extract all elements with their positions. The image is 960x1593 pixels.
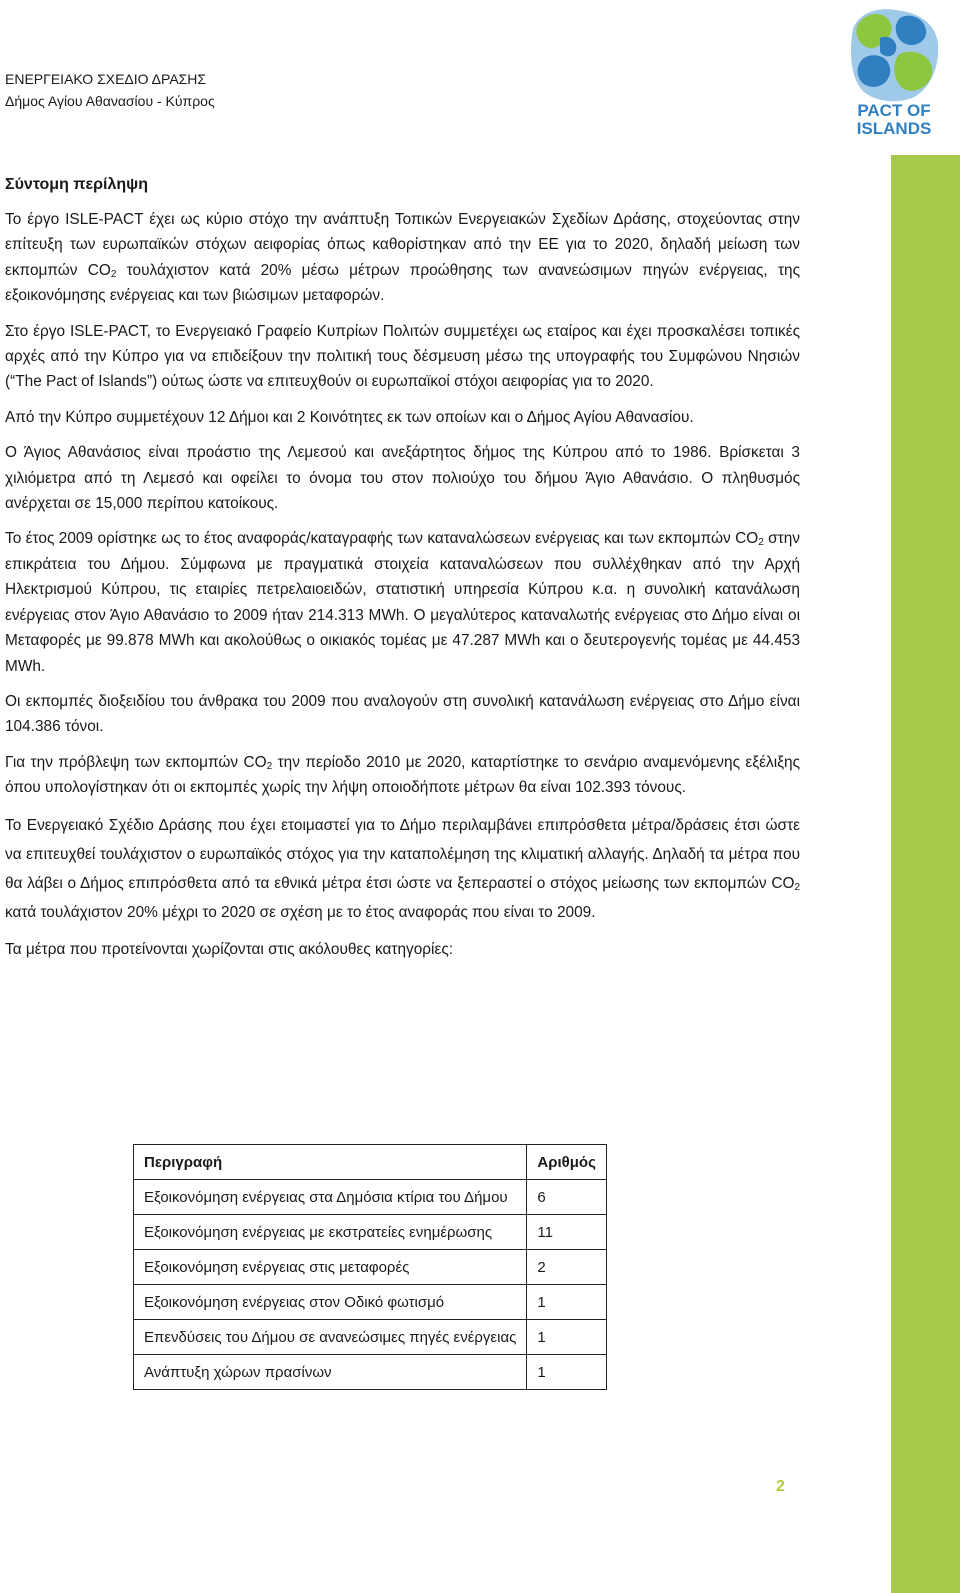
table-cell: 6 <box>527 1180 607 1215</box>
paragraph: Από την Κύπρο συμμετέχουν 12 Δήμοι και 2 Κοινότητες εκ των οποίων και ο Δήμος Αγίου Αθανασίου. <box>5 408 694 426</box>
paragraph: Ο Άγιος Αθανάσιος είναι προάστιο της Λεμεσού και ανεξάρτητος δήμος της Κύπρου από το 1986. Βρίσκεται 3 χιλιόμετρα από τη Λεμεσό και οφείλει το όνομα του στον πολιούχο του δήμου Άγιο Αθανάσιο. Ο πληθυσμός ανέρχεται σε 15,000 περίπου κατοίκους. <box>5 444 800 513</box>
paragraph: Στο έργο ISLE-PACT, το Ενεργειακό Γραφείο Κυπρίων Πολιτών συμμετέχει ως εταίρος και έχει προσκαλέσει τοπικές αρχές από την Κύπρο για να επιδείξουν την πολιτική τους δέσμευση μέσω της υπογραφής του Συμφώνου Νησιών (“The Pact of Islands”) ούτως ώστε να επιτευχθούν οι ευρωπαϊκοί στόχοι αειφορίας για το 2020. <box>5 322 800 391</box>
table-cell: 1 <box>527 1285 607 1320</box>
table-cell: 1 <box>527 1320 607 1355</box>
paragraph: Τα μέτρα που προτείνονται χωρίζονται στις ακόλουθες κατηγορίες: <box>5 941 454 959</box>
header-subtitle: Δήμος Αγίου Αθανασίου - Κύπρος <box>5 93 215 109</box>
table-header-row <box>134 1145 607 1180</box>
measures-table <box>133 1144 607 1390</box>
table-row <box>134 1355 607 1390</box>
document-header <box>5 68 215 112</box>
paragraph: Το έργο ISLE-PACT έχει ως κύριο στόχο την ανάπτυξη Τοπικών Ενεργειακών Σχεδίων Δράσης, στοχεύοντας στην επίτευξη των ευρωπαϊκών στόχων αειφορίας όπως καθορίστηκαν από την ΕΕ για το 2020, δηλαδή μείωση των εκπομπών $CO_2$ τουλάχιστον κατά 20% μέσω μέτρων προώθησης των ανανεώσιμων πηγών ενέργειας, της εξοικονόμησης ενέργειας και των βιώσιμων μεταφορών. <box>5 211 800 305</box>
table-cell: 2 <box>527 1250 607 1285</box>
pact-of-islands-logo <box>844 4 944 140</box>
table-cell: Εξοικονόμηση ενέργειας στις μεταφορές <box>134 1250 527 1285</box>
side-color-bar <box>891 155 960 1593</box>
table-row <box>134 1320 607 1355</box>
table-cell: Εξοικονόμηση ενέργειας με εκστρατείες ενημέρωσης <box>134 1215 527 1250</box>
table-cell: Επενδύσεις του Δήμου σε ανανεώσιμες πηγές ενέργειας <box>134 1320 527 1355</box>
table-cell: Εξοικονόμηση ενέργειας στον Οδικό φωτισμό <box>134 1285 527 1320</box>
paragraph: Το έτος 2009 ορίστηκε ως το έτος αναφοράς/καταγραφής των καταναλώσεων ενέργειας και των εκπομπών $CO_2$ στην επικράτεια του Δήμου. Σύμφωνα με πραγματικά στοιχεία καταναλώσεων που συλλέχθηκαν από την Αρχή Ηλεκτρισμού Κύπρου, τις εταιρίες πετρελαιοειδών, στατιστική υπηρεσία Κύπρου κ.α. η συνολική κατανάλωση ενέργειας στον Άγιο Αθανάσιο το 2009 ήταν 214.313 MWh. Ο μεγαλύτερος καταναλωτής ενέργειας στο Δήμο είναι οι Μεταφορές με 99.878 MWh και ακολούθως ο οικιακός τομέας με 47.287 MWh και ο δευτερογενής τομέας με 44.453 MWh. <box>5 530 800 675</box>
column-header: Αριθμός <box>527 1145 607 1180</box>
logo-text-line2: ISLANDS <box>856 119 932 138</box>
paragraph: Για την πρόβλεψη των εκπομπών $CO_2$ την περίοδο 2010 με 2020, καταρτίστηκε το σενάριο αναμενόμενης εξέλιξης όπου υπολογίστηκαν ότι οι εκπομπές χωρίς την λήψη οποιοδήποτε μέτρων θα είναι 102.393 τόνους. <box>5 753 800 797</box>
table-row <box>134 1215 607 1250</box>
table-cell: 11 <box>527 1215 607 1250</box>
section-title: Σύντομη περίληψη <box>5 176 148 193</box>
logo-text-line1: PACT OF <box>857 101 931 120</box>
table-cell: Εξοικονόμηση ενέργειας στα Δημόσια κτίρια του Δήμου <box>134 1180 527 1215</box>
table-row <box>134 1250 607 1285</box>
document-body <box>5 172 800 973</box>
header-title: ΕΝΕΡΓΕΙΑΚΟ ΣΧΕΔΙΟ ΔΡΑΣΗΣ <box>5 71 207 87</box>
table-row <box>134 1285 607 1320</box>
table-row <box>134 1180 607 1215</box>
table-cell: Ανάπτυξη χώρων πρασίνων <box>134 1355 527 1390</box>
column-header: Περιγραφή <box>134 1145 527 1180</box>
paragraph: Οι εκπομπές διοξειδίου του άνθρακα του 2009 που αναλογούν στη συνολική κατανάλωση ενέργειας στο Δήμο είναι 104.386 τόνοι. <box>5 692 800 736</box>
table-cell: 1 <box>527 1355 607 1390</box>
page-number: 2 <box>776 1478 785 1495</box>
paragraph: Το Ενεργειακό Σχέδιο Δράσης που έχει ετοιμαστεί για το Δήμο περιλαμβάνει επιπρόσθετα μέτρα/δράσεις έτσι ώστε να επιτευχθεί τουλάχιστον ο ευρωπαϊκός στόχος για την καταπολέμηση της κλιματική αλλαγής. Δηλαδή τα μέτρα που θα λάβει ο Δήμος επιπρόσθετα από τα εθνικά μέτρα έτσι ώστε να ξεπεραστεί ο στόχος μείωσης των εκπομπών $CO_2$ κατά τουλάχιστον 20% μέχρι το 2020 σε σχέση με το έτος αναφοράς που είναι το 2009. <box>5 816 800 922</box>
